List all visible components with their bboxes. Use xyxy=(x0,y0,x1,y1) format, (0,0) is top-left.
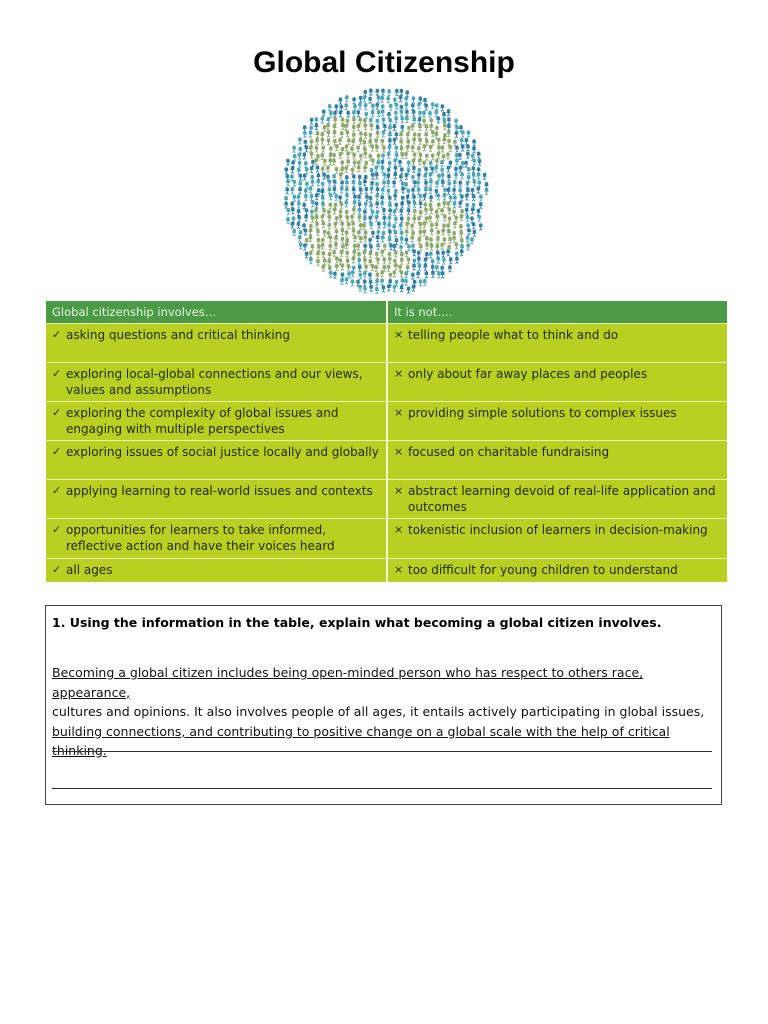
involves-text: exploring issues of social justice locally and globally xyxy=(66,445,379,459)
not-text: abstract learning devoid of real-life application and outcomes xyxy=(408,484,716,514)
table-header-row xyxy=(46,301,727,324)
table-row xyxy=(46,402,727,441)
not-cell xyxy=(387,324,727,363)
header-it-is-not: It is not…. xyxy=(387,301,727,324)
check-icon: ✓ xyxy=(52,484,62,497)
involves-cell xyxy=(46,441,387,480)
involves-cell xyxy=(46,480,387,519)
check-icon: ✓ xyxy=(52,328,62,341)
involves-cell xyxy=(46,324,387,363)
not-text: tokenistic inclusion of learners in decision-making xyxy=(408,523,708,537)
check-icon: ✓ xyxy=(52,445,62,458)
involves-text: applying learning to real-world issues and contexts xyxy=(66,484,373,498)
not-cell xyxy=(387,402,727,441)
involves-text: exploring local-global connections and our views, values and assumptions xyxy=(66,367,363,397)
involves-text: all ages xyxy=(66,563,113,577)
blank-answer-line xyxy=(52,788,712,789)
question-text: 1. Using the information in the table, explain what becoming a global citizen involves. xyxy=(52,615,662,630)
global-citizenship-table xyxy=(46,301,727,582)
not-text: focused on charitable fundraising xyxy=(408,445,610,459)
involves-cell xyxy=(46,519,387,559)
not-cell xyxy=(387,559,727,582)
cross-icon: × xyxy=(394,406,404,419)
answer-line: cultures and opinions. It also involves people of all ages, it entails actively participating in global issues, xyxy=(52,704,705,719)
table-row xyxy=(46,480,727,519)
table-row xyxy=(46,441,727,480)
not-text: providing simple solutions to complex issues xyxy=(408,406,677,420)
involves-text: asking questions and critical thinking xyxy=(66,328,290,342)
answer-text xyxy=(52,663,714,761)
not-text: too difficult for young children to understand xyxy=(408,563,678,577)
table-row xyxy=(46,559,727,582)
involves-text: opportunities for learners to take informed, reflective action and have their voices heard xyxy=(66,523,335,553)
not-cell xyxy=(387,441,727,480)
globe-of-people-icon xyxy=(276,88,494,302)
check-icon: ✓ xyxy=(52,523,62,536)
involves-cell xyxy=(46,559,387,582)
check-icon: ✓ xyxy=(52,406,62,419)
not-text: telling people what to think and do xyxy=(408,328,619,342)
table-row xyxy=(46,324,727,363)
answer-line: Becoming a global citizen includes being open-minded person who has respect to others race, appearance, xyxy=(52,665,644,700)
cross-icon: × xyxy=(394,563,404,576)
not-cell xyxy=(387,519,727,559)
page-title: Global Citizenship xyxy=(253,46,515,79)
answer-line: building connections, and contributing to positive change on a global scale with the help of critical thinking. xyxy=(52,723,670,758)
cross-icon: × xyxy=(394,484,404,497)
cross-icon: × xyxy=(394,445,404,458)
involves-cell xyxy=(46,363,387,402)
question-box xyxy=(45,605,722,805)
cross-icon: × xyxy=(394,367,404,380)
table-row xyxy=(46,363,727,402)
header-involves: Global citizenship involves… xyxy=(46,301,387,324)
check-icon: ✓ xyxy=(52,563,62,576)
involves-cell xyxy=(46,402,387,441)
not-text: only about far away places and peoples xyxy=(408,367,648,381)
blank-answer-line xyxy=(52,751,712,752)
globe-of-people-image xyxy=(276,88,494,302)
table-row xyxy=(46,519,727,559)
cross-icon: × xyxy=(394,523,404,536)
involves-text: exploring the complexity of global issues and engaging with multiple perspectives xyxy=(66,406,339,436)
check-icon: ✓ xyxy=(52,367,62,380)
not-cell xyxy=(387,363,727,402)
cross-icon: × xyxy=(394,328,404,341)
not-cell xyxy=(387,480,727,519)
